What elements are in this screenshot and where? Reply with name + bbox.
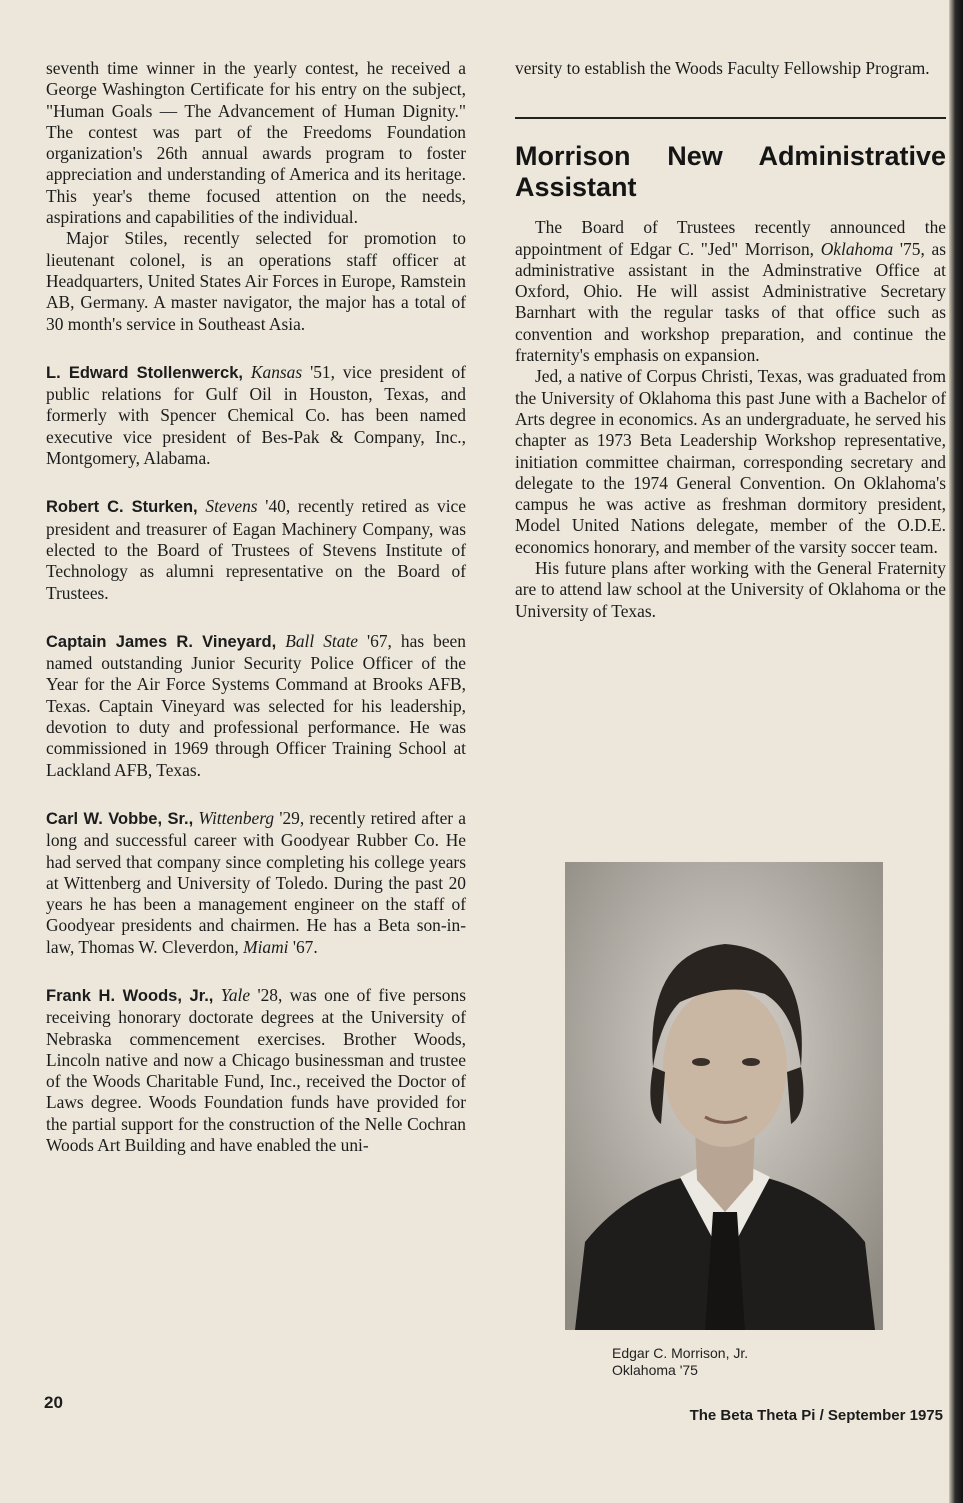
continuation-text: versity to establish the Woods Faculty Fellowship Program. bbox=[515, 58, 930, 78]
item-text: '67, has been named outstanding Junior Security Police Officer of the Year for the Air Force Systems Command at Brooks AFB, Texas. Captain Vineyard was selected for his leadership, devotion to duty and professional performance. He was commissioned in 1969 through Officer Training School at Lackland AFB, Texas. bbox=[46, 630, 466, 780]
item-text: '67. bbox=[288, 936, 318, 957]
portrait-photo bbox=[565, 862, 883, 1330]
person-name: Frank H. Woods, Jr., bbox=[46, 986, 214, 1005]
paragraph-contest: seventh time winner in the yearly contest, he received a George Washington Certificate for his entry on the subject, "Human Goals — The Advancement of Human Dignity." The contest was part of the Freedoms Foundation organization's 26th annual awards program to foster appreciation and understanding of America and its heritage. This year's theme focused attention on the needs, aspirations and capabilities of the individual. bbox=[46, 58, 466, 228]
binding-edge bbox=[949, 0, 963, 1503]
caption-name: Edgar C. Morrison, Jr. bbox=[612, 1345, 749, 1361]
paragraph-background: Jed, a native of Corpus Christi, Texas, was graduated from the University of Oklahoma this past June with a Bachelor of Arts degree in economics. As an undergraduate, he served his chapter as 1973 Beta Leadership Workshop representative, initiation committee chairman, corresponding secretary and delegate to the 1974 General Convention. On Oklahoma's campus he was active as freshman dormitory president, Model United Nations delegate, member of the O.D.E. economics honorary, and member of the varsity soccer team. bbox=[515, 366, 946, 557]
item-sturken bbox=[46, 496, 466, 603]
photo-caption bbox=[612, 1345, 748, 1379]
item-vineyard bbox=[46, 631, 466, 781]
chapter-name: Kansas bbox=[250, 361, 303, 382]
chapter-name: Ball State bbox=[285, 630, 358, 651]
item-stollenwerck bbox=[46, 362, 466, 469]
section-divider bbox=[515, 117, 946, 119]
right-column bbox=[515, 58, 946, 622]
person-name: Robert C. Sturken, bbox=[46, 498, 198, 517]
person-name: L. Edward Stollenwerck, bbox=[46, 363, 243, 382]
person-name: Captain James R. Vineyard, bbox=[46, 632, 277, 651]
chapter-name: Wittenberg bbox=[198, 807, 275, 828]
person-name: Carl W. Vobbe, Sr., bbox=[46, 809, 194, 828]
paragraph-future-plans: His future plans after working with the General Fraternity are to attend law school at the University of Oklahoma or the University of Texas. bbox=[515, 558, 946, 621]
caption-chapter: Oklahoma '75 bbox=[612, 1362, 698, 1378]
paragraph-stiles: Major Stiles, recently selected for promotion to lieutenant colonel, is an operations staff officer at Headquarters, United States Air Forces in Europe, Ramstein AB, Germany. A master navigator, the major has a total of 30 month's service in Southeast Asia. bbox=[46, 228, 466, 334]
chapter-name: Miami bbox=[243, 936, 289, 957]
left-column bbox=[46, 58, 466, 1156]
chapter-name: Oklahoma bbox=[820, 238, 894, 259]
item-text: '28, was one of five persons receiving honorary doctorate degrees at the University of Nebraska commencement exercises. Brother Woods, Lincoln native and now a Chicago businessman and trustee of the Woods Charitable Fund, Inc., received the Doctor of Laws degree. Woods Foundation funds have provided for the partial support for the construction of the Nelle Cochran Woods Art Building and have enabled the uni- bbox=[46, 984, 466, 1156]
text-segment: '75, as administrative assistant in the Adminstrative Office at Oxford, Ohio. He will assist Administrative Secretary Barnhart with the regular tasks of that office such as convention and workshop preparation, and continue the fraternity's emphasis on expansion. bbox=[515, 238, 947, 366]
item-text: '40, recently retired as vice president and treasurer of Eagan Machinery Company, was elected to the Board of Trustees of Stevens Institute of Technology as alumni representative on the Board of Trustees. bbox=[46, 496, 466, 603]
portrait-illustration bbox=[565, 862, 883, 1330]
page-footer: The Beta Theta Pi / September 1975 bbox=[689, 1407, 943, 1424]
page-number: 20 bbox=[44, 1393, 63, 1412]
article-headline: Morrison New Administrative Assistant bbox=[515, 141, 946, 203]
chapter-name: Stevens bbox=[205, 496, 258, 517]
item-text: '51, vice president of public relations for Gulf Oil in Houston, Texas, and formerly with Spencer Chemical Co. has been named executive vice president of Bes-Pak & Company, Inc., Montgomery, Alabama. bbox=[46, 361, 466, 469]
item-woods bbox=[46, 985, 466, 1156]
text-segment: The Board of Trustees recently announced the appointment of Edgar C. "Jed" Morrison, bbox=[515, 217, 946, 259]
item-text: '29, recently retired after a long and successful career with Goodyear Rubber Co. He had served that company since completing his college years at Wittenberg and University of Toledo. During the past 20 years he has been a management engineer on the staff of Goodyear presidents and chairmen. He has a Beta son-in-law, Thomas W. Cleverdon, bbox=[46, 807, 467, 957]
paragraph-announcement bbox=[515, 217, 946, 366]
chapter-name: Yale bbox=[220, 984, 251, 1005]
item-vobbe bbox=[46, 808, 466, 958]
